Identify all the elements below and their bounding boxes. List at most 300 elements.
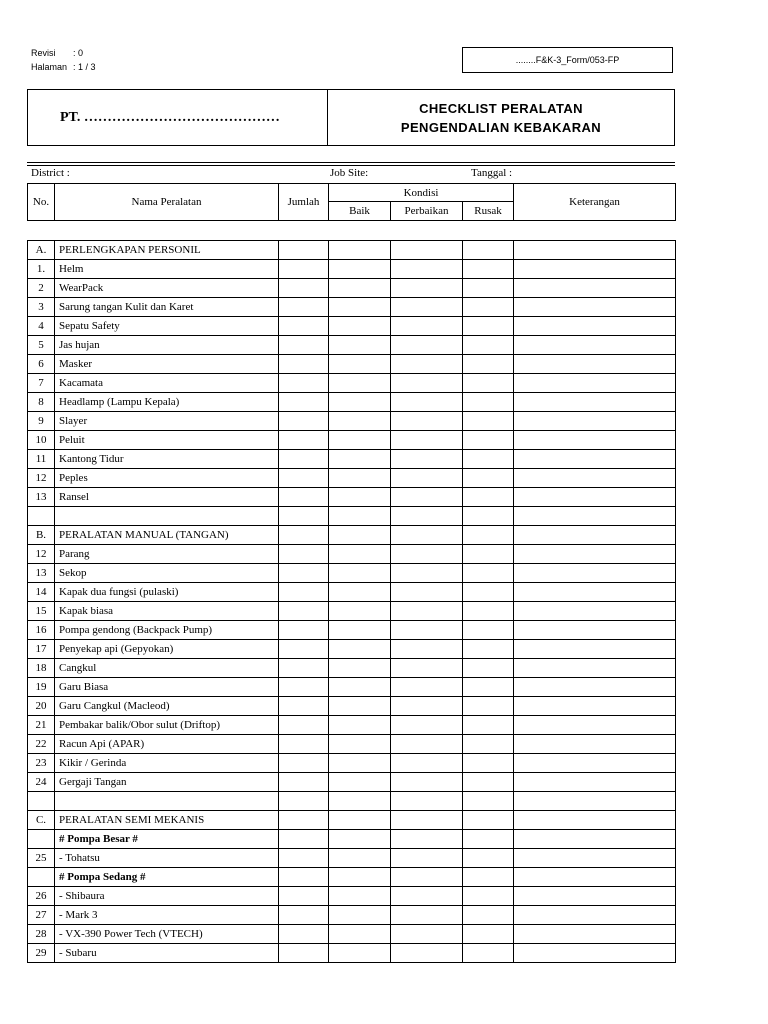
keterangan-cell[interactable] [514,450,676,469]
keterangan-cell[interactable] [514,906,676,925]
baik-cell[interactable] [329,564,391,583]
rusak-cell[interactable] [463,545,514,564]
baik-cell[interactable] [329,583,391,602]
jumlah-cell[interactable] [279,754,329,773]
row-number [28,507,55,526]
baik-cell[interactable] [329,317,391,336]
equipment-name: Garu Cangkul (Macleod) [55,697,279,716]
row-number: 16 [28,621,55,640]
keterangan-cell[interactable] [514,279,676,298]
keterangan-cell[interactable] [514,583,676,602]
keterangan-cell[interactable] [514,469,676,488]
jumlah-cell[interactable] [279,849,329,868]
row-number: C. [28,811,55,830]
perbaikan-cell[interactable] [391,545,463,564]
equipment-name: Kacamata [55,374,279,393]
baik-cell[interactable] [329,640,391,659]
keterangan-cell[interactable] [514,754,676,773]
perbaikan-cell[interactable] [391,393,463,412]
perbaikan-cell[interactable] [391,868,463,887]
keterangan-cell[interactable] [514,393,676,412]
row-number [28,830,55,849]
table-row [28,469,676,488]
jumlah-cell[interactable] [279,564,329,583]
jumlah-cell[interactable] [279,773,329,792]
col-kondisi: Kondisi [329,184,514,202]
table-row [28,279,676,298]
row-number: 12 [28,545,55,564]
perbaikan-cell[interactable] [391,298,463,317]
baik-cell[interactable] [329,374,391,393]
equipment-name: Slayer [55,412,279,431]
table-row [28,317,676,336]
keterangan-cell[interactable] [514,697,676,716]
jumlah-cell[interactable] [279,925,329,944]
equipment-name: Sepatu Safety [55,317,279,336]
equipment-name: Headlamp (Lampu Kepala) [55,393,279,412]
keterangan-cell[interactable] [514,830,676,849]
rusak-cell[interactable] [463,678,514,697]
table-row [28,906,676,925]
keterangan-cell[interactable] [514,735,676,754]
keterangan-cell[interactable] [514,317,676,336]
table-row [28,849,676,868]
baik-cell[interactable] [329,355,391,374]
row-number: 10 [28,431,55,450]
baik-cell[interactable] [329,545,391,564]
equipment-name: Gergaji Tangan [55,773,279,792]
keterangan-cell[interactable] [514,925,676,944]
rusak-cell[interactable] [463,260,514,279]
baik-cell[interactable] [329,336,391,355]
rusak-cell[interactable] [463,431,514,450]
row-number: A. [28,241,55,260]
rusak-cell [463,241,514,260]
jumlah-cell[interactable] [279,678,329,697]
job-site-field[interactable]: Job Site: [330,167,369,179]
jumlah-cell[interactable] [279,697,329,716]
baik-cell[interactable] [329,925,391,944]
perbaikan-cell[interactable] [391,830,463,849]
row-number: 4 [28,317,55,336]
rusak-cell[interactable] [463,488,514,507]
table-row [28,298,676,317]
keterangan-cell[interactable] [514,849,676,868]
tanggal-field[interactable]: Tanggal : [471,167,513,179]
rusak-cell[interactable] [463,735,514,754]
equipment-name: - Subaru [55,944,279,963]
jumlah-cell[interactable] [279,355,329,374]
table-row [28,621,676,640]
jumlah-cell[interactable] [279,944,329,963]
row-number: 15 [28,602,55,621]
keterangan-cell[interactable] [514,545,676,564]
equipment-name: Masker [55,355,279,374]
row-number: 2 [28,279,55,298]
baik-cell[interactable] [329,659,391,678]
jumlah-cell[interactable] [279,735,329,754]
equipment-name: Helm [55,260,279,279]
keterangan-cell[interactable] [514,298,676,317]
equipment-name: Kapak biasa [55,602,279,621]
jumlah-cell[interactable] [279,868,329,887]
table-row [28,488,676,507]
equipment-name: Kantong Tidur [55,450,279,469]
row-number: 25 [28,849,55,868]
row-number: 1. [28,260,55,279]
table-row [28,678,676,697]
rusak-cell[interactable] [463,830,514,849]
rusak-cell[interactable] [463,621,514,640]
col-rusak: Rusak [463,202,514,221]
table-row [28,355,676,374]
table-row [28,754,676,773]
rusak-cell[interactable] [463,944,514,963]
equipment-name: PERALATAN MANUAL (TANGAN) [55,526,279,545]
perbaikan-cell[interactable] [391,260,463,279]
perbaikan-cell[interactable] [391,431,463,450]
info-row [0,167,768,183]
keterangan-cell[interactable] [514,488,676,507]
perbaikan-cell[interactable] [391,469,463,488]
row-number: 21 [28,716,55,735]
table-row [28,602,676,621]
jumlah-cell[interactable] [279,393,329,412]
jumlah-cell[interactable] [279,488,329,507]
baik-cell [329,526,391,545]
perbaikan-cell[interactable] [391,450,463,469]
rusak-cell[interactable] [463,317,514,336]
rusak-cell[interactable] [463,868,514,887]
perbaikan-cell[interactable] [391,887,463,906]
keterangan-cell[interactable] [514,716,676,735]
perbaikan-cell[interactable] [391,564,463,583]
baik-cell[interactable] [329,697,391,716]
perbaikan-cell[interactable] [391,678,463,697]
keterangan-cell[interactable] [514,621,676,640]
baik-cell[interactable] [329,868,391,887]
perbaikan-cell [391,792,463,811]
halaman-value: : 1 / 3 [73,62,96,72]
keterangan-cell[interactable] [514,659,676,678]
equipment-name: PERLENGKAPAN PERSONIL [55,241,279,260]
perbaikan-cell [391,507,463,526]
equipment-name: - Mark 3 [55,906,279,925]
baik-cell[interactable] [329,469,391,488]
rusak-cell[interactable] [463,849,514,868]
keterangan-cell [514,241,676,260]
row-number: 3 [28,298,55,317]
perbaikan-cell[interactable] [391,716,463,735]
table-row [28,944,676,963]
col-jumlah: Jumlah [279,184,329,221]
rusak-cell[interactable] [463,374,514,393]
company-name: PT. …………………………………… [28,90,328,145]
jumlah-cell [279,792,329,811]
perbaikan-cell[interactable] [391,412,463,431]
jumlah-cell[interactable] [279,298,329,317]
perbaikan-cell[interactable] [391,906,463,925]
keterangan-cell[interactable] [514,868,676,887]
keterangan-cell[interactable] [514,564,676,583]
table-row [28,887,676,906]
table-row [28,374,676,393]
jumlah-cell[interactable] [279,830,329,849]
row-number: 29 [28,944,55,963]
equipment-name: Sekop [55,564,279,583]
perbaikan-cell[interactable] [391,773,463,792]
baik-cell [329,792,391,811]
jumlah-cell[interactable] [279,659,329,678]
table-row [28,412,676,431]
row-number: 5 [28,336,55,355]
jumlah-cell[interactable] [279,640,329,659]
baik-cell[interactable] [329,735,391,754]
baik-cell[interactable] [329,260,391,279]
revisi-label: Revisi [31,48,56,58]
keterangan-cell [514,811,676,830]
perbaikan-cell[interactable] [391,355,463,374]
keterangan-cell [514,792,676,811]
rusak-cell[interactable] [463,298,514,317]
row-number: 22 [28,735,55,754]
keterangan-cell [514,507,676,526]
equipment-name: # Pompa Besar # [55,830,279,849]
row-number: 27 [28,906,55,925]
jumlah-cell[interactable] [279,336,329,355]
perbaikan-cell[interactable] [391,374,463,393]
row-number: 13 [28,564,55,583]
baik-cell[interactable] [329,773,391,792]
equipment-name: Pompa gendong (Backpack Pump) [55,621,279,640]
halaman-label: Halaman [31,62,68,72]
jumlah-cell[interactable] [279,716,329,735]
row-number: 26 [28,887,55,906]
equipment-name: Penyekap api (Gepyokan) [55,640,279,659]
document-title [328,90,674,145]
baik-cell[interactable] [329,393,391,412]
table-row [28,431,676,450]
baik-cell[interactable] [329,754,391,773]
equipment-name: Sarung tangan Kulit dan Karet [55,298,279,317]
baik-cell[interactable] [329,830,391,849]
keterangan-cell[interactable] [514,640,676,659]
baik-cell[interactable] [329,678,391,697]
baik-cell[interactable] [329,887,391,906]
jumlah-cell[interactable] [279,374,329,393]
revisi-value: : 0 [73,48,84,58]
perbaikan-cell[interactable] [391,754,463,773]
rusak-cell[interactable] [463,925,514,944]
baik-cell[interactable] [329,849,391,868]
perbaikan-cell[interactable] [391,317,463,336]
document-meta [31,46,96,74]
divider [27,162,675,163]
keterangan-cell[interactable] [514,355,676,374]
rusak-cell[interactable] [463,393,514,412]
jumlah-cell[interactable] [279,602,329,621]
perbaikan-cell[interactable] [391,621,463,640]
jumlah-cell[interactable] [279,621,329,640]
subheading-row [28,868,676,887]
baik-cell [329,507,391,526]
district-field[interactable]: District : [31,167,70,179]
perbaikan-cell[interactable] [391,602,463,621]
perbaikan-cell[interactable] [391,659,463,678]
keterangan-cell[interactable] [514,944,676,963]
keterangan-cell[interactable] [514,431,676,450]
rusak-cell[interactable] [463,906,514,925]
row-number: 6 [28,355,55,374]
blank-row [28,792,676,811]
equipment-name: Peples [55,469,279,488]
jumlah-cell[interactable] [279,450,329,469]
table-row [28,773,676,792]
jumlah-cell[interactable] [279,583,329,602]
equipment-name: Ransel [55,488,279,507]
equipment-name: Cangkul [55,659,279,678]
row-number: 28 [28,925,55,944]
title-line-2: PENGENDALIAN KEBAKARAN [400,119,602,135]
baik-cell[interactable] [329,944,391,963]
table-row [28,260,676,279]
baik-cell[interactable] [329,488,391,507]
perbaikan-cell[interactable] [391,336,463,355]
perbaikan-cell[interactable] [391,735,463,754]
form-code: ........F&K-3_Form/053-FP [462,47,673,73]
keterangan-cell[interactable] [514,887,676,906]
rusak-cell[interactable] [463,412,514,431]
table-row [28,564,676,583]
rusak-cell[interactable] [463,602,514,621]
rusak-cell[interactable] [463,583,514,602]
col-baik: Baik [329,202,391,221]
baik-cell[interactable] [329,621,391,640]
col-keterangan: Keterangan [514,184,676,221]
col-nama: Nama Peralatan [55,184,279,221]
keterangan-cell[interactable] [514,374,676,393]
jumlah-cell[interactable] [279,431,329,450]
jumlah-cell [279,241,329,260]
row-number: 24 [28,773,55,792]
checklist-table [27,240,676,963]
table-row [28,659,676,678]
perbaikan-cell[interactable] [391,488,463,507]
baik-cell[interactable] [329,906,391,925]
equipment-name: PERALATAN SEMI MEKANIS [55,811,279,830]
perbaikan-cell[interactable] [391,925,463,944]
row-number [28,792,55,811]
table-row [28,583,676,602]
subheading-row [28,830,676,849]
keterangan-cell[interactable] [514,260,676,279]
rusak-cell [463,811,514,830]
perbaikan-cell [391,811,463,830]
section-row [28,811,676,830]
rusak-cell[interactable] [463,640,514,659]
row-number: 7 [28,374,55,393]
equipment-name: # Pompa Sedang # [55,868,279,887]
jumlah-cell[interactable] [279,906,329,925]
table-row [28,925,676,944]
jumlah-cell[interactable] [279,317,329,336]
table-header [27,183,676,221]
col-no: No. [28,184,55,221]
table-row [28,336,676,355]
row-number: 23 [28,754,55,773]
perbaikan-cell[interactable] [391,944,463,963]
keterangan-cell[interactable] [514,773,676,792]
perbaikan-cell[interactable] [391,697,463,716]
rusak-cell[interactable] [463,659,514,678]
baik-cell[interactable] [329,412,391,431]
rusak-cell[interactable] [463,697,514,716]
baik-cell [329,811,391,830]
section-row [28,526,676,545]
keterangan-cell[interactable] [514,412,676,431]
rusak-cell[interactable] [463,469,514,488]
equipment-name [55,792,279,811]
jumlah-cell [279,526,329,545]
keterangan-cell[interactable] [514,602,676,621]
jumlah-cell[interactable] [279,260,329,279]
table-row [28,545,676,564]
rusak-cell[interactable] [463,564,514,583]
keterangan-cell[interactable] [514,336,676,355]
jumlah-cell[interactable] [279,887,329,906]
jumlah-cell[interactable] [279,469,329,488]
rusak-cell[interactable] [463,773,514,792]
rusak-cell[interactable] [463,716,514,735]
row-number: 9 [28,412,55,431]
baik-cell[interactable] [329,602,391,621]
perbaikan-cell[interactable] [391,849,463,868]
baik-cell[interactable] [329,298,391,317]
perbaikan-cell[interactable] [391,279,463,298]
equipment-name: Kikir / Gerinda [55,754,279,773]
row-number: 11 [28,450,55,469]
table-row [28,640,676,659]
row-number: 14 [28,583,55,602]
jumlah-cell[interactable] [279,279,329,298]
perbaikan-cell [391,526,463,545]
perbaikan-cell[interactable] [391,640,463,659]
jumlah-cell[interactable] [279,412,329,431]
equipment-name: Jas hujan [55,336,279,355]
rusak-cell[interactable] [463,754,514,773]
row-number: 12 [28,469,55,488]
jumlah-cell[interactable] [279,545,329,564]
rusak-cell[interactable] [463,336,514,355]
baik-cell[interactable] [329,450,391,469]
row-number: 13 [28,488,55,507]
perbaikan-cell[interactable] [391,583,463,602]
keterangan-cell[interactable] [514,678,676,697]
rusak-cell[interactable] [463,887,514,906]
table-row [28,697,676,716]
row-number: 19 [28,678,55,697]
rusak-cell [463,526,514,545]
row-number: 20 [28,697,55,716]
row-number [28,868,55,887]
baik-cell[interactable] [329,716,391,735]
rusak-cell[interactable] [463,355,514,374]
baik-cell[interactable] [329,279,391,298]
baik-cell[interactable] [329,431,391,450]
row-number: B. [28,526,55,545]
rusak-cell[interactable] [463,450,514,469]
rusak-cell[interactable] [463,279,514,298]
